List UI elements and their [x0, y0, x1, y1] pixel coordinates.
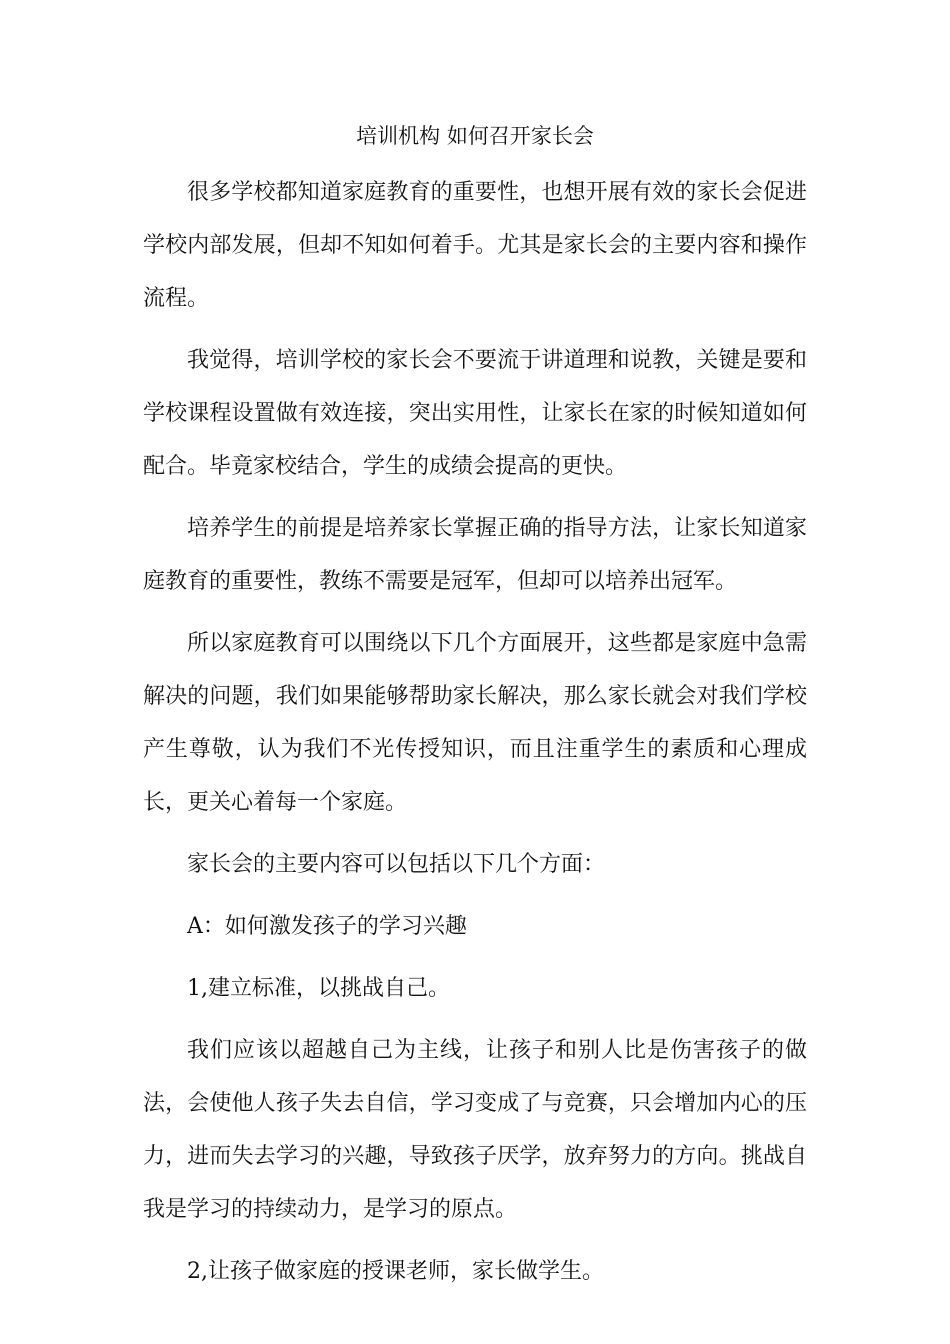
paragraph: 家长会的主要内容可以包括以下几个方面：	[187, 852, 606, 877]
paragraph: 培养学生的前提是培养家长掌握正确的指导方法，让家长知道家庭教育的重要性，教练不需要是冠军，但却可以培养出冠军。	[143, 516, 807, 594]
paragraph: 我觉得，培训学校的家长会不要流于讲道理和说教，关键是要和学校课程设置做有效连接，突出实用性，让家长在家的时候知道如何配合。毕竟家校结合，学生的成绩会提高的更快。	[143, 348, 807, 479]
paragraph: 很多学校都知道家庭教育的重要性，也想开展有效的家长会促进学校内部发展，但却不知如何着手。尤其是家长会的主要内容和操作流程。	[143, 180, 807, 311]
document-body	[143, 166, 807, 1307]
paragraph: 我们应该以超越自己为主线，让孩子和别人比是伤害孩子的做法，会使他人孩子失去自信，学习变成了与竞赛，只会增加内心的压力，进而失去学习的兴趣，导致孩子厌学，放弃努力的方向。挑战自我是学习的持续动力，是学习的原点。	[143, 1038, 807, 1222]
document-title: 培训机构 如何召开家长会	[356, 124, 594, 148]
list-item-heading: 2,让孩子做家庭的授课老师，家长做学生。	[187, 1259, 604, 1284]
list-item-heading: 1,建立标准，以挑战自己。	[187, 976, 450, 1001]
section-heading: A：如何激发孩子的学习兴趣	[187, 914, 467, 939]
paragraph: 所以家庭教育可以围绕以下几个方面展开，这些都是家庭中急需解决的问题，我们如果能够帮助家长解决，那么家长就会对我们学校产生尊敬，认为我们不光传授知识，而且注重学生的素质和心理成长，更关心着每一个家庭。	[143, 631, 807, 815]
